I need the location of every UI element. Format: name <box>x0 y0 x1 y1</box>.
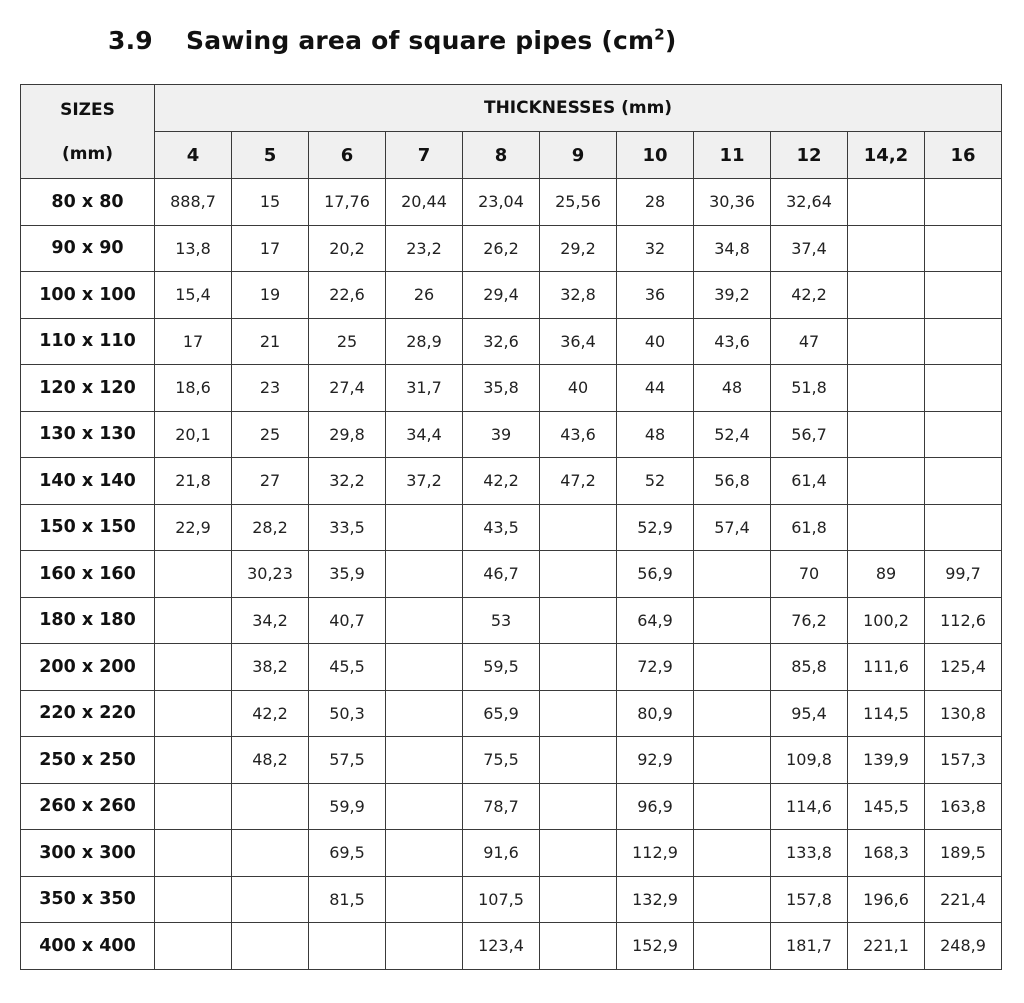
thickness-header-cell: 14,2 <box>848 132 925 179</box>
value-cell: 18,6 <box>155 365 232 412</box>
value-cell <box>540 923 617 970</box>
value-cell: 48 <box>617 411 694 458</box>
value-cell: 56,7 <box>771 411 848 458</box>
value-cell: 61,4 <box>771 458 848 505</box>
table-row <box>21 690 1002 737</box>
value-cell: 56,9 <box>617 551 694 598</box>
thickness-values-row <box>21 132 1002 179</box>
value-cell <box>540 597 617 644</box>
table-row <box>21 365 1002 412</box>
value-cell: 248,9 <box>925 923 1002 970</box>
value-cell: 48 <box>694 365 771 412</box>
thickness-header-cell: 11 <box>694 132 771 179</box>
value-cell <box>309 923 386 970</box>
size-cell: 180 x 180 <box>21 597 155 644</box>
table-row <box>21 225 1002 272</box>
value-cell: 34,2 <box>232 597 309 644</box>
sizes-unit: (mm) <box>62 143 113 164</box>
value-cell: 51,8 <box>771 365 848 412</box>
value-cell: 21,8 <box>155 458 232 505</box>
size-cell: 300 x 300 <box>21 830 155 877</box>
table-row <box>21 504 1002 551</box>
table-row <box>21 179 1002 226</box>
value-cell: 52,4 <box>694 411 771 458</box>
value-cell: 21 <box>232 318 309 365</box>
value-cell: 59,5 <box>463 644 540 691</box>
size-cell: 140 x 140 <box>21 458 155 505</box>
title-text: Sawing area of square pipes (cm <box>186 26 655 55</box>
table-row <box>21 644 1002 691</box>
value-cell: 29,8 <box>309 411 386 458</box>
value-cell <box>848 504 925 551</box>
value-cell: 70 <box>771 551 848 598</box>
value-cell: 25 <box>309 318 386 365</box>
value-cell: 59,9 <box>309 783 386 830</box>
value-cell <box>540 876 617 923</box>
thickness-header-cell: 5 <box>232 132 309 179</box>
value-cell: 81,5 <box>309 876 386 923</box>
value-cell: 189,5 <box>925 830 1002 877</box>
value-cell: 44 <box>617 365 694 412</box>
value-cell <box>155 737 232 784</box>
value-cell: 22,6 <box>309 272 386 319</box>
value-cell: 168,3 <box>848 830 925 877</box>
value-cell <box>694 690 771 737</box>
value-cell: 96,9 <box>617 783 694 830</box>
value-cell: 72,9 <box>617 644 694 691</box>
value-cell: 15 <box>232 179 309 226</box>
value-cell: 13,8 <box>155 225 232 272</box>
thickness-header-cell: 8 <box>463 132 540 179</box>
value-cell: 75,5 <box>463 737 540 784</box>
value-cell: 32,8 <box>540 272 617 319</box>
value-cell: 61,8 <box>771 504 848 551</box>
value-cell: 125,4 <box>925 644 1002 691</box>
value-cell <box>155 923 232 970</box>
table-row <box>21 876 1002 923</box>
value-cell: 39 <box>463 411 540 458</box>
value-cell: 92,9 <box>617 737 694 784</box>
value-cell: 40,7 <box>309 597 386 644</box>
value-cell: 27 <box>232 458 309 505</box>
value-cell: 17 <box>155 318 232 365</box>
size-cell: 120 x 120 <box>21 365 155 412</box>
value-cell: 23 <box>232 365 309 412</box>
table-row <box>21 551 1002 598</box>
size-cell: 350 x 350 <box>21 876 155 923</box>
value-cell <box>155 597 232 644</box>
sizes-header-cell <box>21 85 155 179</box>
value-cell: 20,44 <box>386 179 463 226</box>
thickness-header-cell: 6 <box>309 132 386 179</box>
value-cell: 42,2 <box>463 458 540 505</box>
table-row <box>21 411 1002 458</box>
value-cell <box>232 923 309 970</box>
value-cell: 80,9 <box>617 690 694 737</box>
value-cell: 35,8 <box>463 365 540 412</box>
size-cell: 400 x 400 <box>21 923 155 970</box>
value-cell <box>386 830 463 877</box>
value-cell: 78,7 <box>463 783 540 830</box>
value-cell <box>848 318 925 365</box>
value-cell: 33,5 <box>309 504 386 551</box>
size-cell: 150 x 150 <box>21 504 155 551</box>
value-cell: 25,56 <box>540 179 617 226</box>
value-cell <box>925 504 1002 551</box>
value-cell <box>386 783 463 830</box>
value-cell: 34,4 <box>386 411 463 458</box>
value-cell <box>848 365 925 412</box>
value-cell <box>232 783 309 830</box>
table-row <box>21 597 1002 644</box>
value-cell: 111,6 <box>848 644 925 691</box>
value-cell <box>155 876 232 923</box>
value-cell <box>925 318 1002 365</box>
size-cell: 80 x 80 <box>21 179 155 226</box>
value-cell <box>540 737 617 784</box>
value-cell: 22,9 <box>155 504 232 551</box>
table-row <box>21 923 1002 970</box>
value-cell: 42,2 <box>232 690 309 737</box>
value-cell <box>925 272 1002 319</box>
value-cell: 133,8 <box>771 830 848 877</box>
value-cell: 196,6 <box>848 876 925 923</box>
value-cell: 85,8 <box>771 644 848 691</box>
value-cell: 26,2 <box>463 225 540 272</box>
size-cell: 160 x 160 <box>21 551 155 598</box>
value-cell: 32,6 <box>463 318 540 365</box>
value-cell <box>386 690 463 737</box>
value-cell: 17,76 <box>309 179 386 226</box>
value-cell <box>155 783 232 830</box>
value-cell <box>848 225 925 272</box>
size-cell: 130 x 130 <box>21 411 155 458</box>
value-cell: 36,4 <box>540 318 617 365</box>
sawing-area-table <box>20 84 1002 970</box>
table-header <box>21 85 1002 179</box>
table-row <box>21 830 1002 877</box>
value-cell <box>694 876 771 923</box>
value-cell <box>694 830 771 877</box>
value-cell: 221,4 <box>925 876 1002 923</box>
value-cell: 28,2 <box>232 504 309 551</box>
value-cell <box>925 179 1002 226</box>
value-cell: 39,2 <box>694 272 771 319</box>
thickness-header: THICKNESSES (mm) <box>155 85 1002 132</box>
value-cell <box>386 876 463 923</box>
value-cell: 99,7 <box>925 551 1002 598</box>
value-cell: 30,23 <box>232 551 309 598</box>
value-cell: 31,7 <box>386 365 463 412</box>
table-row <box>21 318 1002 365</box>
value-cell: 30,36 <box>694 179 771 226</box>
thickness-header-cell: 4 <box>155 132 232 179</box>
value-cell: 15,4 <box>155 272 232 319</box>
value-cell <box>540 690 617 737</box>
value-cell <box>694 737 771 784</box>
value-cell: 181,7 <box>771 923 848 970</box>
value-cell <box>386 737 463 784</box>
value-cell: 157,3 <box>925 737 1002 784</box>
table-row <box>21 783 1002 830</box>
value-cell <box>540 830 617 877</box>
value-cell: 40 <box>617 318 694 365</box>
thickness-header-cell: 10 <box>617 132 694 179</box>
value-cell: 37,4 <box>771 225 848 272</box>
value-cell: 17 <box>232 225 309 272</box>
value-cell: 52 <box>617 458 694 505</box>
value-cell <box>694 644 771 691</box>
value-cell: 28 <box>617 179 694 226</box>
value-cell: 112,6 <box>925 597 1002 644</box>
value-cell: 132,9 <box>617 876 694 923</box>
value-cell <box>848 179 925 226</box>
table-body <box>21 179 1002 970</box>
value-cell <box>925 458 1002 505</box>
value-cell: 52,9 <box>617 504 694 551</box>
value-cell: 91,6 <box>463 830 540 877</box>
value-cell: 47 <box>771 318 848 365</box>
value-cell <box>386 504 463 551</box>
value-cell <box>848 411 925 458</box>
value-cell: 89 <box>848 551 925 598</box>
size-cell: 90 x 90 <box>21 225 155 272</box>
value-cell: 152,9 <box>617 923 694 970</box>
value-cell: 36 <box>617 272 694 319</box>
value-cell <box>386 597 463 644</box>
value-cell <box>232 830 309 877</box>
value-cell <box>386 551 463 598</box>
value-cell: 26 <box>386 272 463 319</box>
size-cell: 220 x 220 <box>21 690 155 737</box>
value-cell: 23,2 <box>386 225 463 272</box>
value-cell: 157,8 <box>771 876 848 923</box>
value-cell: 37,2 <box>386 458 463 505</box>
table-row <box>21 272 1002 319</box>
value-cell <box>540 644 617 691</box>
value-cell: 69,5 <box>309 830 386 877</box>
value-cell: 109,8 <box>771 737 848 784</box>
value-cell: 42,2 <box>771 272 848 319</box>
title-close-paren: ) <box>664 26 677 55</box>
size-cell: 260 x 260 <box>21 783 155 830</box>
value-cell: 130,8 <box>925 690 1002 737</box>
value-cell: 53 <box>463 597 540 644</box>
value-cell: 32,64 <box>771 179 848 226</box>
value-cell: 888,7 <box>155 179 232 226</box>
value-cell: 28,9 <box>386 318 463 365</box>
value-cell: 46,7 <box>463 551 540 598</box>
value-cell: 32,2 <box>309 458 386 505</box>
size-cell: 200 x 200 <box>21 644 155 691</box>
thickness-header-cell: 12 <box>771 132 848 179</box>
value-cell: 45,5 <box>309 644 386 691</box>
value-cell: 48,2 <box>232 737 309 784</box>
value-cell: 32 <box>617 225 694 272</box>
value-cell <box>386 644 463 691</box>
page-title <box>108 26 677 55</box>
value-cell <box>925 411 1002 458</box>
value-cell: 114,6 <box>771 783 848 830</box>
value-cell: 29,4 <box>463 272 540 319</box>
sizes-label: SIZES <box>60 99 115 120</box>
value-cell: 114,5 <box>848 690 925 737</box>
value-cell: 29,2 <box>540 225 617 272</box>
value-cell <box>386 923 463 970</box>
value-cell: 100,2 <box>848 597 925 644</box>
value-cell <box>694 597 771 644</box>
value-cell: 107,5 <box>463 876 540 923</box>
value-cell: 34,8 <box>694 225 771 272</box>
table-row <box>21 458 1002 505</box>
value-cell <box>694 923 771 970</box>
value-cell: 145,5 <box>848 783 925 830</box>
value-cell: 20,1 <box>155 411 232 458</box>
value-cell: 139,9 <box>848 737 925 784</box>
value-cell: 43,6 <box>540 411 617 458</box>
value-cell: 19 <box>232 272 309 319</box>
value-cell <box>848 458 925 505</box>
thickness-header-cell: 16 <box>925 132 1002 179</box>
table-row <box>21 737 1002 784</box>
value-cell <box>155 690 232 737</box>
value-cell: 221,1 <box>848 923 925 970</box>
value-cell: 112,9 <box>617 830 694 877</box>
value-cell: 27,4 <box>309 365 386 412</box>
value-cell <box>155 830 232 877</box>
thickness-header-cell: 7 <box>386 132 463 179</box>
value-cell: 20,2 <box>309 225 386 272</box>
value-cell <box>694 783 771 830</box>
value-cell <box>540 551 617 598</box>
value-cell: 65,9 <box>463 690 540 737</box>
size-cell: 250 x 250 <box>21 737 155 784</box>
thickness-header-cell: 9 <box>540 132 617 179</box>
size-cell: 100 x 100 <box>21 272 155 319</box>
value-cell <box>232 876 309 923</box>
value-cell <box>155 551 232 598</box>
value-cell: 43,6 <box>694 318 771 365</box>
value-cell <box>540 504 617 551</box>
value-cell: 23,04 <box>463 179 540 226</box>
value-cell: 57,5 <box>309 737 386 784</box>
value-cell <box>155 644 232 691</box>
value-cell: 64,9 <box>617 597 694 644</box>
value-cell: 38,2 <box>232 644 309 691</box>
value-cell: 56,8 <box>694 458 771 505</box>
value-cell: 35,9 <box>309 551 386 598</box>
value-cell: 76,2 <box>771 597 848 644</box>
value-cell <box>925 365 1002 412</box>
value-cell <box>540 783 617 830</box>
value-cell: 25 <box>232 411 309 458</box>
value-cell: 40 <box>540 365 617 412</box>
size-cell: 110 x 110 <box>21 318 155 365</box>
title-superscript: 2 <box>654 25 665 44</box>
value-cell <box>925 225 1002 272</box>
value-cell: 47,2 <box>540 458 617 505</box>
value-cell: 43,5 <box>463 504 540 551</box>
value-cell: 50,3 <box>309 690 386 737</box>
value-cell: 95,4 <box>771 690 848 737</box>
value-cell <box>848 272 925 319</box>
value-cell: 123,4 <box>463 923 540 970</box>
section-number: 3.9 <box>108 26 153 55</box>
value-cell: 163,8 <box>925 783 1002 830</box>
value-cell: 57,4 <box>694 504 771 551</box>
value-cell <box>694 551 771 598</box>
